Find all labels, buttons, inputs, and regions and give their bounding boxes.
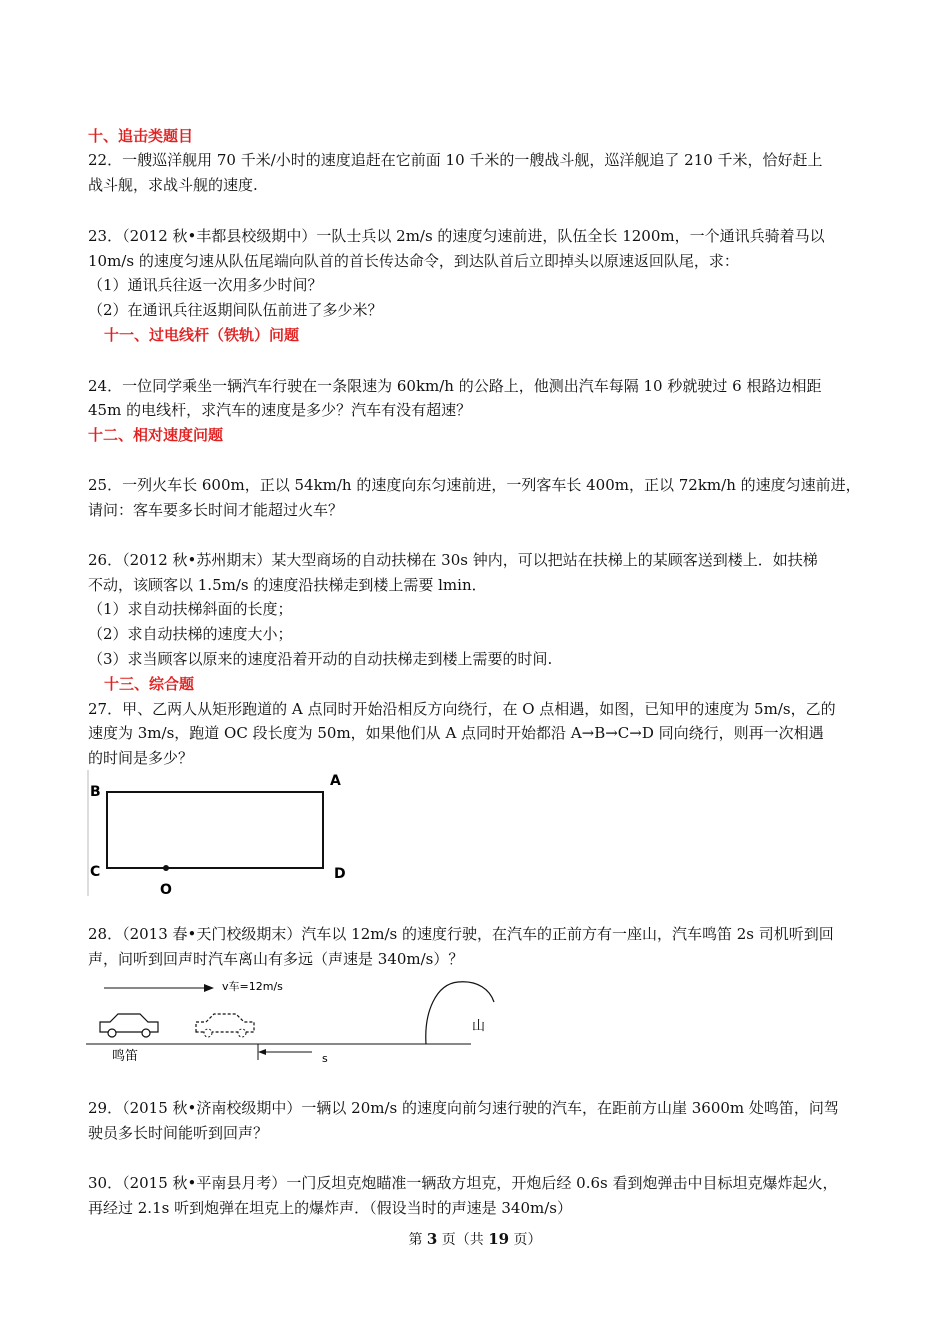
question-25-line-2: 请问：客车要多长时间才能超过火车？ [88, 501, 344, 519]
track-diagram [84, 770, 364, 900]
question-23-line-2: 10m/s 的速度匀速从队伍尾端向队首的首长传达命令，到达队首后立即掉头以原速返回队尾，求： [88, 252, 739, 270]
label-a: A [330, 773, 341, 789]
label-b: B [90, 784, 101, 800]
question-25-line-1: 25．一列火车长 600m，正以 54km/h 的速度向东匀速前进，一列客车长 400m，正以 72km/h 的速度匀速前进， [88, 476, 861, 494]
question-22-line-2: 战斗舰，求战斗舰的速度. [88, 176, 258, 194]
mountain-label: 山 [472, 1019, 486, 1034]
question-27-line-2: 速度为 3m/s，跑道 OC 段长度为 50m，如果他们从 A 点同时开始都沿 A→B→C→D 同向绕行，则再一次相遇 [88, 724, 824, 742]
question-26-part-3: （3）求当顾客以原来的速度沿着开动的自动扶梯走到楼上需要的时间. [88, 650, 553, 668]
page-number: 3 [426, 1230, 438, 1248]
footer-middle: 页（共 [437, 1232, 489, 1248]
section-heading-10: 十、追击类题目 [88, 127, 194, 145]
question-30-line-2: 再经过 2.1s 听到炮弹在坦克上的爆炸声．（假设当时的声速是 340m/s） [88, 1199, 572, 1217]
track-rectangle [107, 792, 323, 868]
question-30-line-1: 30．（2015 秋•平南县月考）一门反坦克炮瞄准一辆敌方坦克，开炮后经 0.6s 看到炮弹击中目标坦克爆炸起火， [88, 1174, 838, 1192]
question-27-line-3: 的时间是多少？ [88, 749, 194, 767]
question-28-line-2: 声，问听到回声时汽车离山有多远（声速是 340m/s）？ [88, 950, 464, 968]
question-29-line-2: 驶员多长时间能听到回声？ [88, 1124, 269, 1142]
point-o-marker [163, 865, 169, 871]
car-dashed-icon [196, 1014, 254, 1037]
question-24-line-1: 24．一位同学乘坐一辆汽车行驶在一条限速为 60km/h 的公路上，他测出汽车每隔 10 秒就驶过 6 根路边相距 [88, 377, 822, 395]
footer-prefix: 第 [408, 1232, 427, 1248]
page-total: 19 [488, 1230, 510, 1248]
question-26-line-2: 不动，该顾客以 1.5m/s 的速度沿扶梯走到楼上需要 lmin． [88, 576, 487, 594]
label-d: D [334, 866, 346, 882]
velocity-arrow-head [204, 984, 214, 992]
section-heading-13: 十三、综合题 [104, 675, 195, 693]
car-solid-icon [100, 1014, 158, 1037]
question-27-line-1: 27．甲、乙两人从矩形跑道的 A 点同时开始沿相反方向绕行，在 O 点相遇，如图，已知甲的速度为 5m/s，乙的 [88, 700, 836, 718]
horn-label: 鸣笛 [112, 1049, 139, 1064]
distance-arrow-head [258, 1049, 266, 1055]
label-c: C [90, 864, 101, 880]
label-o: O [160, 882, 172, 898]
question-26-part-1: （1）求自动扶梯斜面的长度； [88, 600, 293, 618]
echo-diagram [86, 972, 506, 1072]
page-footer [0, 1228, 950, 1251]
question-22-line-1: 22．一艘巡洋舰用 70 千米/小时的速度追赶在它前面 10 千米的一艘战斗舰，巡洋舰追了 210 千米，恰好赶上 [88, 151, 823, 169]
question-23-line-1: 23．（2012 秋•丰都县校级期中）一队士兵以 2m/s 的速度匀速前进，队伍全长 1200m，一个通讯兵骑着马以 [88, 227, 825, 245]
question-23-part-1: （1）通讯兵往返一次用多少时间？ [88, 276, 323, 294]
footer-suffix: 页） [509, 1232, 542, 1248]
velocity-label: v车=12m/s [222, 980, 283, 993]
mountain-icon [426, 982, 494, 1044]
question-23-part-2: （2）在通讯兵往返期间队伍前进了多少米？ [88, 301, 383, 319]
question-26-part-2: （2）求自动扶梯的速度大小； [88, 625, 293, 643]
question-28-line-1: 28．（2013 春•天门校级期末）汽车以 12m/s 的速度行驶，在汽车的正前方有一座山，汽车鸣笛 2s 司机听到回 [88, 925, 834, 943]
section-heading-11: 十一、过电线杆（铁轨）问题 [104, 326, 300, 344]
question-26-line-1: 26．（2012 秋•苏州期末）某大型商场的自动扶梯在 30s 钟内，可以把站在扶梯上的某顾客送到楼上．如扶梯 [88, 551, 818, 569]
question-24-line-2: 45m 的电线杆，求汽车的速度是多少？汽车有没有超速？ [88, 401, 472, 419]
section-heading-12: 十二、相对速度问题 [88, 426, 224, 444]
question-29-line-1: 29．（2015 秋•济南校级期中）一辆以 20m/s 的速度向前匀速行驶的汽车，在距前方山崖 3600m 处鸣笛，问驾 [88, 1099, 839, 1117]
distance-label: s [322, 1052, 328, 1065]
